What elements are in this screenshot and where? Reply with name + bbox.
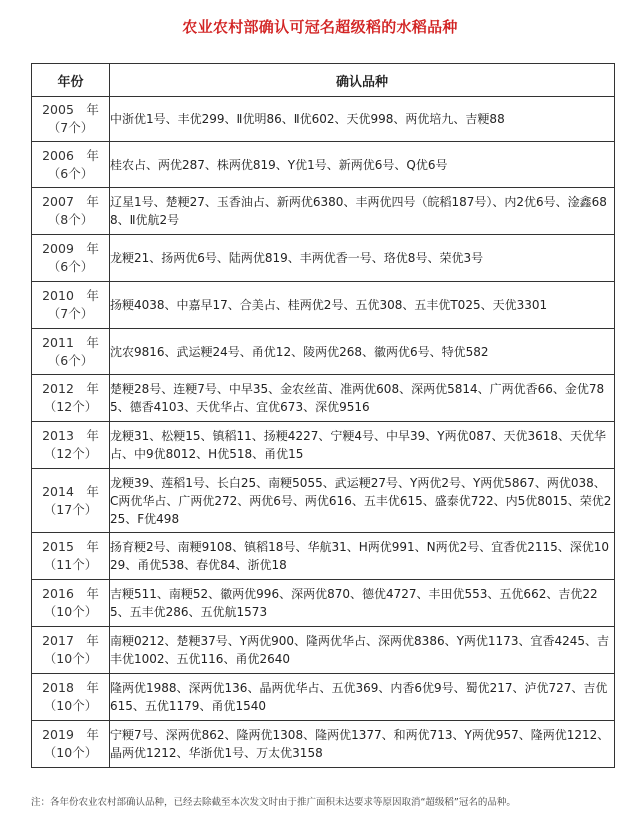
year-label: 2013 年 xyxy=(42,428,99,443)
varieties-cell: 隆两优1988、深两优136、晶两优华占、五优369、内香6优9号、蜀优217、泸优727、吉优615、五优1179、甬优1540 xyxy=(110,674,615,721)
table-row xyxy=(32,329,615,375)
year-label: 2012 年 xyxy=(42,381,99,396)
table-row xyxy=(32,188,615,235)
header-varieties: 确认品种 xyxy=(110,64,615,97)
header-year: 年份 xyxy=(32,64,110,97)
year-cell xyxy=(32,97,110,142)
year-cell xyxy=(32,422,110,469)
year-cell xyxy=(32,142,110,188)
table-header-row xyxy=(32,64,615,97)
table-row xyxy=(32,422,615,469)
table-row xyxy=(32,674,615,721)
varieties-cell: 中浙优1号、丰优299、Ⅱ优明86、Ⅱ优602、天优998、两优培九、吉粳88 xyxy=(110,97,615,142)
year-label: 2018 年 xyxy=(42,680,99,695)
table-row xyxy=(32,533,615,580)
year-cell xyxy=(32,282,110,329)
variety-count: （10个） xyxy=(43,651,98,666)
year-cell xyxy=(32,469,110,533)
varieties-cell: 南粳0212、楚粳37号、Y两优900、隆两优华占、深两优8386、Y两优1173、宜香4245、吉丰优1002、五优116、甬优2640 xyxy=(110,627,615,674)
year-label: 2016 年 xyxy=(42,586,99,601)
year-cell xyxy=(32,533,110,580)
varieties-cell: 桂农占、两优287、株两优819、Y优1号、新两优6号、Q优6号 xyxy=(110,142,615,188)
table-row xyxy=(32,721,615,768)
year-label: 2014 年 xyxy=(42,483,99,499)
year-label: 2017 年 xyxy=(42,633,99,648)
variety-count: （7个） xyxy=(47,306,94,321)
variety-count: （7个） xyxy=(47,120,94,135)
footnote: 注：各年份农业农村部确认品种，已经去除截至本次发文时由于推广面积未达要求等原因取消“超级稻”冠名的品种。 xyxy=(31,797,516,808)
varieties-cell: 扬粳4038、中嘉早17、合美占、桂两优2号、五优308、五丰优T025、天优3301 xyxy=(110,282,615,329)
varieties-cell: 扬育粳2号、南粳9108、镇稻18号、华航31、H两优991、N两优2号、宜香优2115、深优1029、甬优538、春优84、浙优18 xyxy=(110,533,615,580)
year-cell xyxy=(32,329,110,375)
variety-table xyxy=(31,63,615,768)
varieties-cell: 沈农9816、武运粳24号、甬优12、陵两优268、徽两优6号、特优582 xyxy=(110,329,615,375)
varieties-cell: 龙粳39、莲稻1号、长白25、南粳5055、武运粳27号、Y两优2号、Y两优5867、两优038、C两优华占、广两优272、两优6号、两优616、五丰优615、盛泰优722、内5优8015、荣优225、F优498 xyxy=(110,469,615,533)
varieties-cell: 楚粳28号、连粳7号、中早35、金农丝苗、准两优608、深两优5814、广两优香66、金优785、德香4103、天优华占、宜优673、深优9516 xyxy=(110,375,615,422)
variety-count: （8个） xyxy=(47,212,94,227)
table-row xyxy=(32,469,615,533)
variety-count: （10个） xyxy=(43,745,98,760)
page-title: 农业农村部确认可冠名超级稻的水稻品种 xyxy=(182,18,458,36)
year-cell xyxy=(32,674,110,721)
year-label: 2009 年 xyxy=(42,241,99,256)
table-row xyxy=(32,235,615,282)
year-cell xyxy=(32,375,110,422)
year-cell xyxy=(32,235,110,282)
table-row xyxy=(32,282,615,329)
variety-count: （11个） xyxy=(43,557,98,572)
year-label: 2019 年 xyxy=(42,727,99,742)
table-row xyxy=(32,97,615,142)
year-label: 2006 年 xyxy=(42,147,99,163)
variety-count: （12个） xyxy=(43,399,98,414)
varieties-cell: 宁粳7号、深两优862、隆两优1308、隆两优1377、和两优713、Y两优957、隆两优1212、晶两优1212、华浙优1号、万太优3158 xyxy=(110,721,615,768)
variety-count: （12个） xyxy=(43,446,98,461)
variety-count: （6个） xyxy=(47,259,94,274)
varieties-cell: 龙粳31、松粳15、镇稻11、扬粳4227、宁粳4号、中早39、Y两优087、天优3618、天优华占、中9优8012、H优518、甬优15 xyxy=(110,422,615,469)
year-cell xyxy=(32,721,110,768)
table-row xyxy=(32,375,615,422)
table-row xyxy=(32,580,615,627)
year-label: 2005 年 xyxy=(42,102,99,117)
year-cell xyxy=(32,188,110,235)
year-label: 2015 年 xyxy=(42,539,99,554)
variety-count: （10个） xyxy=(43,604,98,619)
year-cell xyxy=(32,627,110,674)
variety-count: （6个） xyxy=(47,165,94,181)
year-label: 2010 年 xyxy=(42,288,99,303)
year-label: 2007 年 xyxy=(42,194,99,209)
varieties-cell: 吉粳511、南粳52、徽两优996、深两优870、德优4727、丰田优553、五优662、吉优225、五丰优286、五优航1573 xyxy=(110,580,615,627)
varieties-cell: 辽星1号、楚粳27、玉香油占、新两优6380、丰两优四号（皖稻187号）、内2优6号、淦鑫688、Ⅱ优航2号 xyxy=(110,188,615,235)
variety-count: （10个） xyxy=(43,698,98,713)
variety-count: （6个） xyxy=(47,352,94,368)
table-row xyxy=(32,627,615,674)
year-cell xyxy=(32,580,110,627)
year-label: 2011 年 xyxy=(42,334,99,350)
varieties-cell: 龙粳21、扬两优6号、陆两优819、丰两优香一号、珞优8号、荣优3号 xyxy=(110,235,615,282)
table-row xyxy=(32,142,615,188)
variety-count: （17个） xyxy=(43,501,98,517)
